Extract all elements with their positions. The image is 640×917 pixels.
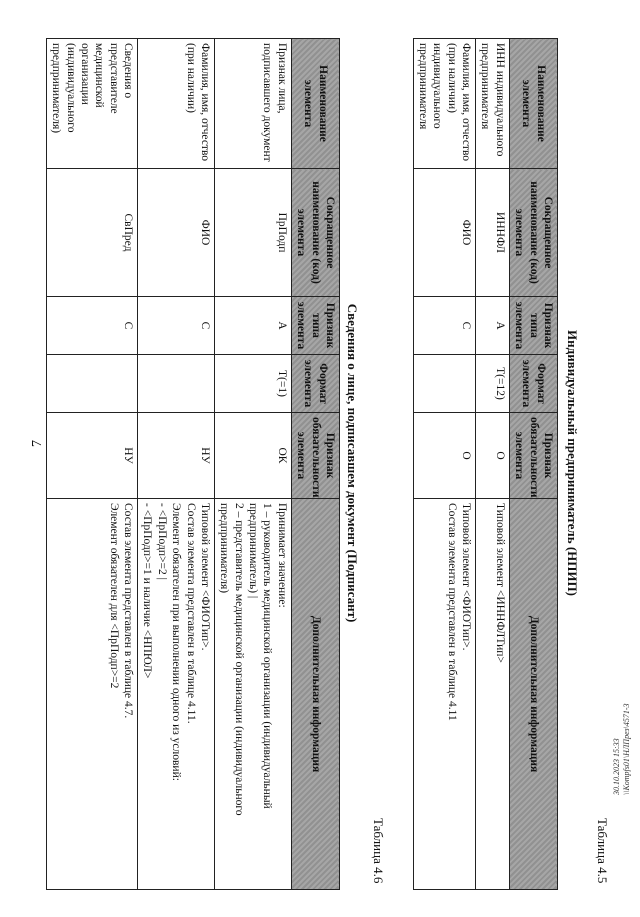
table-cell: Принимает значение: 1 – руководитель медицинской организации (индивидуальный предприниматель) | 2 – представитель медицинской организации (индивидуального предпринимателя) [215, 499, 292, 890]
table-cell: Состав элемента представлен в таблице 4.7. Элемент обязателен для <ПрПодп>=2 [46, 499, 137, 890]
header-cell: Дополнительная информация [291, 499, 339, 890]
page-number: 7 [30, 440, 45, 447]
table-cell [138, 355, 215, 413]
table-cell: Типовой элемент <ФИОТип>. Состав элемента представлен в таблице 4.11. Элемент обязателен при выполнении одного из условий: - <ПрПодп>=2 | - <ПрПодп>=1 и наличие <НПЮЛ> [138, 499, 215, 890]
header-cell: Наименование элемента [291, 39, 339, 169]
table-cell: Фамилия, имя, отчество (при наличии) [138, 39, 215, 169]
header-cell: Сокращенное наименование (код) элемента [509, 169, 557, 297]
table-cell: НУ [138, 413, 215, 499]
header-cell: Признак обязательности элемента [509, 413, 557, 499]
header-cell: Формат элемента [291, 355, 339, 413]
rotated-content [18, 18, 618, 898]
table-cell [413, 355, 476, 413]
table-cell: T(=1) [215, 355, 292, 413]
table-cell: СвПред [46, 169, 137, 297]
stamp-path: \\Kompfs01\НЛПрез\4571-3 [621, 703, 631, 795]
table-4-6-title: Сведения о лице, подписавшем документ (Подписант) [345, 303, 360, 623]
table-4-6 [46, 38, 340, 890]
header-cell: Признак типа элемента [291, 297, 339, 355]
table-4-5-title: Индивидуальный предприниматель (НПИП) [565, 330, 580, 596]
table-cell: О [476, 413, 510, 499]
table-cell: Фамилия, имя, отчество (при наличии) индивидуального предпринимателя [413, 39, 476, 169]
table-cell: А [476, 297, 510, 355]
table-cell: С [413, 297, 476, 355]
table-cell: ИННФЛ [476, 169, 510, 297]
header-cell: Сокращенное наименование (код) элемента [291, 169, 339, 297]
table-4-5 [413, 38, 558, 890]
table-row [413, 39, 476, 890]
table-cell: С [46, 297, 137, 355]
header-cell: Признак типа элемента [509, 297, 557, 355]
header-cell: Дополнительная информация [509, 499, 557, 890]
table-cell: НУ [46, 413, 137, 499]
table-cell: ОК [215, 413, 292, 499]
table-cell: С [138, 297, 215, 355]
table-cell [46, 355, 137, 413]
table-cell: ПрПодп [215, 169, 292, 297]
header-cell: Формат элемента [509, 355, 557, 413]
table-cell: Признак лица, подписавшего документ [215, 39, 292, 169]
table-cell: Сведения о представителе медицинской организации (индивидуального предпринимателя) [46, 39, 137, 169]
table-cell: ФИО [138, 169, 215, 297]
header-cell: Признак обязательности элемента [291, 413, 339, 499]
header-cell: Наименование элемента [509, 39, 557, 169]
table-cell: Типовой элемент <ИННФЛТип> [476, 499, 510, 890]
footer-stamp [612, 703, 631, 795]
stamp-date: 30.10.2023 15:33 [612, 738, 621, 795]
table-cell: А [215, 297, 292, 355]
table-4-6-label: Таблица 4.6 [371, 818, 386, 884]
table-cell: T(=12) [476, 355, 510, 413]
table-row [215, 39, 292, 890]
table-cell: Типовой элемент <ФИОТип>. Состав элемента представлен в таблице 4.11 [413, 499, 476, 890]
table-4-5-label: Таблица 4.5 [595, 818, 610, 884]
table-row [138, 39, 215, 890]
table-row [476, 39, 510, 890]
table-cell: О [413, 413, 476, 499]
table-cell: ИНН индивидуального предпринимателя [476, 39, 510, 169]
table-row [46, 39, 137, 890]
table-cell: ФИО [413, 169, 476, 297]
